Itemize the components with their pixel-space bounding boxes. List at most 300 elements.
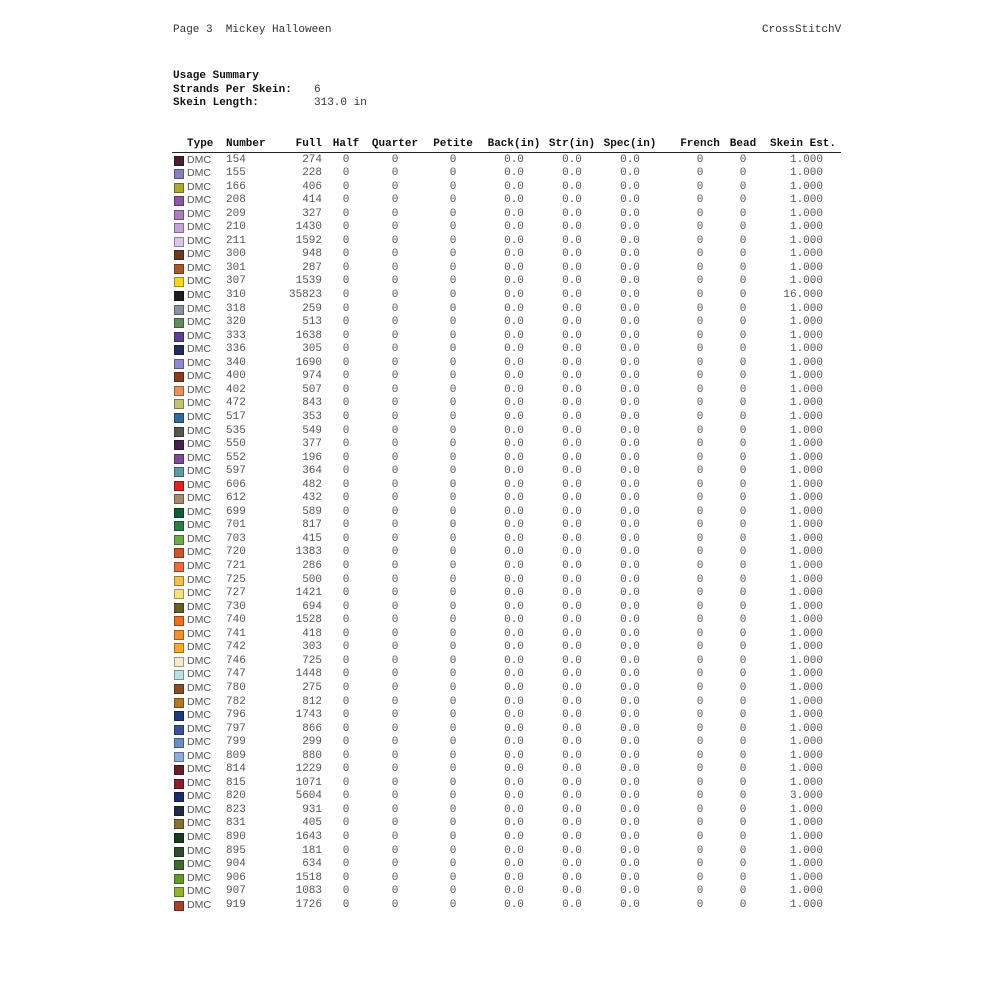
- cell-skein-est: 1.000: [789, 709, 823, 722]
- cell-half: 0: [342, 763, 350, 776]
- cell-french: 0: [696, 275, 704, 288]
- cell-bead: 0: [739, 519, 747, 532]
- cell-spec: 0.0: [620, 885, 640, 898]
- cell-back: 0.0: [504, 587, 524, 600]
- cell-number: 725: [226, 573, 246, 586]
- cell-back: 0.0: [504, 261, 524, 274]
- cell-half: 0: [342, 668, 350, 681]
- cell-skein-est: 1.000: [789, 302, 823, 315]
- cell-petite: 0: [449, 505, 457, 518]
- cell-petite: 0: [449, 681, 457, 694]
- color-swatch: [174, 833, 184, 843]
- cell-type: DMC: [187, 180, 211, 193]
- cell-quarter: 0: [391, 465, 399, 478]
- cell-french: 0: [696, 492, 704, 505]
- cell-number: 333: [226, 329, 246, 342]
- cell-full: 513: [302, 316, 322, 329]
- cell-spec: 0.0: [620, 275, 640, 288]
- cell-spec: 0.0: [620, 492, 640, 505]
- cell-quarter: 0: [391, 614, 399, 627]
- cell-petite: 0: [449, 451, 457, 464]
- cell-half: 0: [342, 681, 350, 694]
- cell-skein-est: 1.000: [789, 343, 823, 356]
- cell-full: 303: [302, 641, 322, 654]
- cell-number: 340: [226, 356, 246, 369]
- cell-type: DMC: [187, 221, 211, 234]
- cell-type: DMC: [187, 370, 211, 383]
- cell-str: 0.0: [562, 194, 582, 207]
- cell-quarter: 0: [391, 831, 399, 843]
- cell-skein-est: 1.000: [789, 871, 823, 884]
- cell-spec: 0.0: [620, 248, 640, 261]
- cell-back: 0.0: [504, 275, 524, 288]
- cell-spec: 0.0: [620, 532, 640, 545]
- color-swatch: [174, 819, 184, 829]
- table-row: [0, 397, 1000, 411]
- cell-str: 0.0: [562, 505, 582, 518]
- color-swatch: [174, 318, 184, 328]
- cell-skein-est: 3.000: [789, 790, 823, 803]
- cell-full: 694: [302, 600, 322, 613]
- cell-french: 0: [696, 221, 704, 234]
- cell-skein-est: 1.000: [789, 153, 823, 166]
- cell-str: 0.0: [562, 831, 582, 843]
- cell-back: 0.0: [504, 695, 524, 708]
- cell-spec: 0.0: [620, 831, 640, 843]
- cell-back: 0.0: [504, 681, 524, 694]
- cell-quarter: 0: [391, 681, 399, 694]
- cell-petite: 0: [449, 397, 457, 410]
- cell-skein-est: 1.000: [789, 478, 823, 491]
- cell-spec: 0.0: [620, 681, 640, 694]
- cell-type: DMC: [187, 858, 211, 871]
- cell-spec: 0.0: [620, 871, 640, 884]
- cell-type: DMC: [187, 424, 211, 437]
- cell-petite: 0: [449, 898, 457, 911]
- cell-str: 0.0: [562, 844, 582, 857]
- cell-french: 0: [696, 695, 704, 708]
- cell-french: 0: [696, 465, 704, 478]
- cell-back: 0.0: [504, 478, 524, 491]
- cell-full: 931: [302, 803, 322, 816]
- table-row: [0, 831, 1000, 845]
- cell-number: 720: [226, 546, 246, 559]
- cell-skein-est: 1.000: [789, 370, 823, 383]
- table-row: [0, 479, 1000, 493]
- cell-str: 0.0: [562, 817, 582, 830]
- cell-type: DMC: [187, 248, 211, 261]
- col-number: Number: [226, 138, 266, 150]
- cell-bead: 0: [739, 194, 747, 207]
- cell-spec: 0.0: [620, 600, 640, 613]
- cell-french: 0: [696, 248, 704, 261]
- cell-spec: 0.0: [620, 343, 640, 356]
- cell-petite: 0: [449, 695, 457, 708]
- cell-french: 0: [696, 573, 704, 586]
- cell-skein-est: 1.000: [789, 749, 823, 762]
- cell-type: DMC: [187, 695, 211, 708]
- color-swatch: [174, 427, 184, 437]
- cell-str: 0.0: [562, 478, 582, 491]
- cell-str: 0.0: [562, 668, 582, 681]
- color-swatch: [174, 467, 184, 477]
- cell-petite: 0: [449, 560, 457, 572]
- cell-half: 0: [342, 803, 350, 816]
- color-swatch: [174, 562, 184, 572]
- cell-bead: 0: [739, 465, 747, 478]
- cell-type: DMC: [187, 668, 211, 681]
- cell-str: 0.0: [562, 438, 582, 451]
- cell-type: DMC: [187, 329, 211, 342]
- table-row: [0, 641, 1000, 655]
- cell-skein-est: 1.000: [789, 831, 823, 843]
- cell-back: 0.0: [504, 316, 524, 329]
- color-swatch: [174, 210, 184, 220]
- cell-petite: 0: [449, 478, 457, 491]
- table-row: [0, 519, 1000, 533]
- cell-full: 1743: [295, 709, 322, 722]
- cell-back: 0.0: [504, 654, 524, 667]
- cell-back: 0.0: [504, 641, 524, 654]
- cell-full: 364: [302, 465, 322, 478]
- color-swatch: [174, 196, 184, 206]
- table-row: [0, 181, 1000, 195]
- cell-str: 0.0: [562, 153, 582, 166]
- cell-spec: 0.0: [620, 546, 640, 559]
- cell-spec: 0.0: [620, 207, 640, 220]
- cell-back: 0.0: [504, 234, 524, 247]
- cell-spec: 0.0: [620, 627, 640, 640]
- cell-spec: 0.0: [620, 736, 640, 749]
- cell-type: DMC: [187, 681, 211, 694]
- cell-french: 0: [696, 831, 704, 843]
- cell-french: 0: [696, 451, 704, 464]
- cell-str: 0.0: [562, 722, 582, 735]
- cell-french: 0: [696, 776, 704, 789]
- color-swatch: [174, 250, 184, 260]
- cell-bead: 0: [739, 654, 747, 667]
- cell-full: 1518: [295, 871, 322, 884]
- cell-french: 0: [696, 397, 704, 410]
- table-row: [0, 601, 1000, 615]
- cell-back: 0.0: [504, 302, 524, 315]
- cell-full: 1643: [295, 831, 322, 843]
- cell-petite: 0: [449, 668, 457, 681]
- cell-back: 0.0: [504, 885, 524, 898]
- cell-type: DMC: [187, 519, 211, 532]
- color-swatch: [174, 779, 184, 789]
- cell-str: 0.0: [562, 614, 582, 627]
- cell-half: 0: [342, 546, 350, 559]
- cell-half: 0: [342, 289, 350, 301]
- cell-spec: 0.0: [620, 749, 640, 762]
- cell-number: 809: [226, 749, 246, 762]
- cell-spec: 0.0: [620, 641, 640, 654]
- cell-quarter: 0: [391, 438, 399, 451]
- color-swatch: [174, 277, 184, 287]
- col-back: Back(in): [487, 138, 541, 150]
- cell-half: 0: [342, 587, 350, 600]
- color-swatch: [174, 698, 184, 708]
- cell-petite: 0: [449, 763, 457, 776]
- color-swatch: [174, 630, 184, 640]
- cell-quarter: 0: [391, 709, 399, 722]
- cell-full: 1383: [295, 546, 322, 559]
- cell-petite: 0: [449, 438, 457, 451]
- cell-half: 0: [342, 329, 350, 342]
- color-swatch: [174, 535, 184, 545]
- cell-quarter: 0: [391, 370, 399, 383]
- cell-back: 0.0: [504, 763, 524, 776]
- cell-skein-est: 1.000: [789, 194, 823, 207]
- table-row: [0, 872, 1000, 886]
- cell-number: 741: [226, 627, 246, 640]
- cell-type: DMC: [187, 722, 211, 735]
- cell-half: 0: [342, 560, 350, 572]
- cell-type: DMC: [187, 316, 211, 329]
- cell-skein-est: 1.000: [789, 180, 823, 193]
- cell-number: 612: [226, 492, 246, 505]
- cell-half: 0: [342, 519, 350, 532]
- cell-number: 742: [226, 641, 246, 654]
- table-row: [0, 546, 1000, 560]
- cell-back: 0.0: [504, 898, 524, 911]
- cell-skein-est: 1.000: [789, 221, 823, 234]
- cell-spec: 0.0: [620, 844, 640, 857]
- cell-number: 211: [226, 234, 246, 247]
- table-row: [0, 533, 1000, 547]
- cell-quarter: 0: [391, 573, 399, 586]
- cell-quarter: 0: [391, 668, 399, 681]
- table-row: [0, 275, 1000, 289]
- cell-quarter: 0: [391, 587, 399, 600]
- cell-str: 0.0: [562, 451, 582, 464]
- color-swatch: [174, 874, 184, 884]
- cell-bead: 0: [739, 844, 747, 857]
- cell-french: 0: [696, 207, 704, 220]
- cell-number: 472: [226, 397, 246, 410]
- cell-str: 0.0: [562, 424, 582, 437]
- cell-quarter: 0: [391, 695, 399, 708]
- cell-french: 0: [696, 410, 704, 423]
- cell-spec: 0.0: [620, 180, 640, 193]
- cell-skein-est: 1.000: [789, 275, 823, 288]
- cell-bead: 0: [739, 410, 747, 423]
- table-row: [0, 343, 1000, 357]
- cell-type: DMC: [187, 532, 211, 545]
- cell-quarter: 0: [391, 302, 399, 315]
- cell-spec: 0.0: [620, 519, 640, 532]
- cell-type: DMC: [187, 383, 211, 396]
- cell-half: 0: [342, 234, 350, 247]
- cell-bead: 0: [739, 207, 747, 220]
- cell-back: 0.0: [504, 207, 524, 220]
- cell-number: 209: [226, 207, 246, 220]
- cell-petite: 0: [449, 722, 457, 735]
- cell-str: 0.0: [562, 587, 582, 600]
- cell-full: 1528: [295, 614, 322, 627]
- cell-str: 0.0: [562, 776, 582, 789]
- cell-petite: 0: [449, 356, 457, 369]
- cell-type: DMC: [187, 410, 211, 423]
- cell-skein-est: 1.000: [789, 329, 823, 342]
- color-swatch: [174, 521, 184, 531]
- cell-str: 0.0: [562, 329, 582, 342]
- page-header-app: CrossStitchV: [762, 24, 842, 36]
- table-row: [0, 438, 1000, 452]
- cell-spec: 0.0: [620, 478, 640, 491]
- cell-quarter: 0: [391, 749, 399, 762]
- cell-skein-est: 1.000: [789, 885, 823, 898]
- color-swatch: [174, 359, 184, 369]
- cell-spec: 0.0: [620, 370, 640, 383]
- cell-type: DMC: [187, 898, 211, 911]
- cell-half: 0: [342, 302, 350, 315]
- cell-quarter: 0: [391, 167, 399, 180]
- cell-spec: 0.0: [620, 451, 640, 464]
- page-header-title: Page 3 Mickey Halloween: [173, 24, 332, 36]
- cell-number: 597: [226, 465, 246, 478]
- cell-spec: 0.0: [620, 383, 640, 396]
- cell-back: 0.0: [504, 560, 524, 572]
- table-row: [0, 614, 1000, 628]
- cell-quarter: 0: [391, 329, 399, 342]
- cell-petite: 0: [449, 844, 457, 857]
- color-swatch: [174, 765, 184, 775]
- cell-skein-est: 1.000: [789, 898, 823, 911]
- cell-petite: 0: [449, 519, 457, 532]
- cell-spec: 0.0: [620, 709, 640, 722]
- cell-full: 299: [302, 736, 322, 749]
- cell-skein-est: 1.000: [789, 492, 823, 505]
- cell-french: 0: [696, 180, 704, 193]
- cell-number: 552: [226, 451, 246, 464]
- cell-type: DMC: [187, 275, 211, 288]
- cell-number: 606: [226, 478, 246, 491]
- cell-skein-est: 1.000: [789, 668, 823, 681]
- cell-half: 0: [342, 438, 350, 451]
- cell-back: 0.0: [504, 776, 524, 789]
- cell-spec: 0.0: [620, 817, 640, 830]
- cell-skein-est: 1.000: [789, 803, 823, 816]
- cell-half: 0: [342, 790, 350, 803]
- table-row: [0, 235, 1000, 249]
- cell-back: 0.0: [504, 546, 524, 559]
- col-spec: Spec(in): [603, 138, 657, 150]
- cell-number: 300: [226, 248, 246, 261]
- table-row: [0, 357, 1000, 371]
- cell-spec: 0.0: [620, 329, 640, 342]
- cell-skein-est: 1.000: [789, 410, 823, 423]
- cell-full: 181: [302, 844, 322, 857]
- color-swatch: [174, 413, 184, 423]
- cell-back: 0.0: [504, 858, 524, 871]
- cell-petite: 0: [449, 492, 457, 505]
- cell-full: 275: [302, 681, 322, 694]
- color-swatch: [174, 738, 184, 748]
- cell-quarter: 0: [391, 654, 399, 667]
- cell-quarter: 0: [391, 410, 399, 423]
- cell-str: 0.0: [562, 261, 582, 274]
- cell-type: DMC: [187, 167, 211, 180]
- color-swatch: [174, 792, 184, 802]
- cell-half: 0: [342, 316, 350, 329]
- cell-full: 377: [302, 438, 322, 451]
- cell-skein-est: 1.000: [789, 167, 823, 180]
- cell-str: 0.0: [562, 695, 582, 708]
- cell-back: 0.0: [504, 343, 524, 356]
- cell-spec: 0.0: [620, 289, 640, 301]
- cell-skein-est: 1.000: [789, 763, 823, 776]
- cell-spec: 0.0: [620, 397, 640, 410]
- cell-petite: 0: [449, 587, 457, 600]
- cell-petite: 0: [449, 831, 457, 843]
- cell-half: 0: [342, 180, 350, 193]
- cell-half: 0: [342, 858, 350, 871]
- table-row: [0, 330, 1000, 344]
- table-row: [0, 303, 1000, 317]
- cell-skein-est: 1.000: [789, 424, 823, 437]
- cell-petite: 0: [449, 627, 457, 640]
- table-row: [0, 208, 1000, 222]
- cell-bead: 0: [739, 681, 747, 694]
- cell-type: DMC: [187, 207, 211, 220]
- cell-quarter: 0: [391, 505, 399, 518]
- cell-back: 0.0: [504, 383, 524, 396]
- cell-bead: 0: [739, 397, 747, 410]
- cell-french: 0: [696, 749, 704, 762]
- cell-str: 0.0: [562, 180, 582, 193]
- cell-full: 432: [302, 492, 322, 505]
- table-row: [0, 655, 1000, 669]
- cell-type: DMC: [187, 871, 211, 884]
- cell-skein-est: 1.000: [789, 614, 823, 627]
- cell-french: 0: [696, 654, 704, 667]
- cell-french: 0: [696, 641, 704, 654]
- cell-number: 701: [226, 519, 246, 532]
- cell-str: 0.0: [562, 532, 582, 545]
- cell-full: 1726: [295, 898, 322, 911]
- cell-type: DMC: [187, 844, 211, 857]
- cell-petite: 0: [449, 776, 457, 789]
- color-swatch: [174, 847, 184, 857]
- cell-str: 0.0: [562, 221, 582, 234]
- cell-quarter: 0: [391, 248, 399, 261]
- cell-spec: 0.0: [620, 668, 640, 681]
- cell-petite: 0: [449, 261, 457, 274]
- cell-quarter: 0: [391, 885, 399, 898]
- table-row: [0, 858, 1000, 872]
- cell-quarter: 0: [391, 532, 399, 545]
- cell-bead: 0: [739, 885, 747, 898]
- cell-petite: 0: [449, 790, 457, 803]
- cell-str: 0.0: [562, 560, 582, 572]
- cell-type: DMC: [187, 736, 211, 749]
- cell-half: 0: [342, 383, 350, 396]
- cell-half: 0: [342, 207, 350, 220]
- cell-half: 0: [342, 709, 350, 722]
- cell-back: 0.0: [504, 722, 524, 735]
- cell-french: 0: [696, 709, 704, 722]
- cell-full: 634: [302, 858, 322, 871]
- color-swatch: [174, 657, 184, 667]
- cell-bead: 0: [739, 316, 747, 329]
- cell-french: 0: [696, 614, 704, 627]
- cell-quarter: 0: [391, 844, 399, 857]
- cell-bead: 0: [739, 560, 747, 572]
- strands-label: Strands Per Skein:: [173, 83, 292, 96]
- cell-skein-est: 1.000: [789, 844, 823, 857]
